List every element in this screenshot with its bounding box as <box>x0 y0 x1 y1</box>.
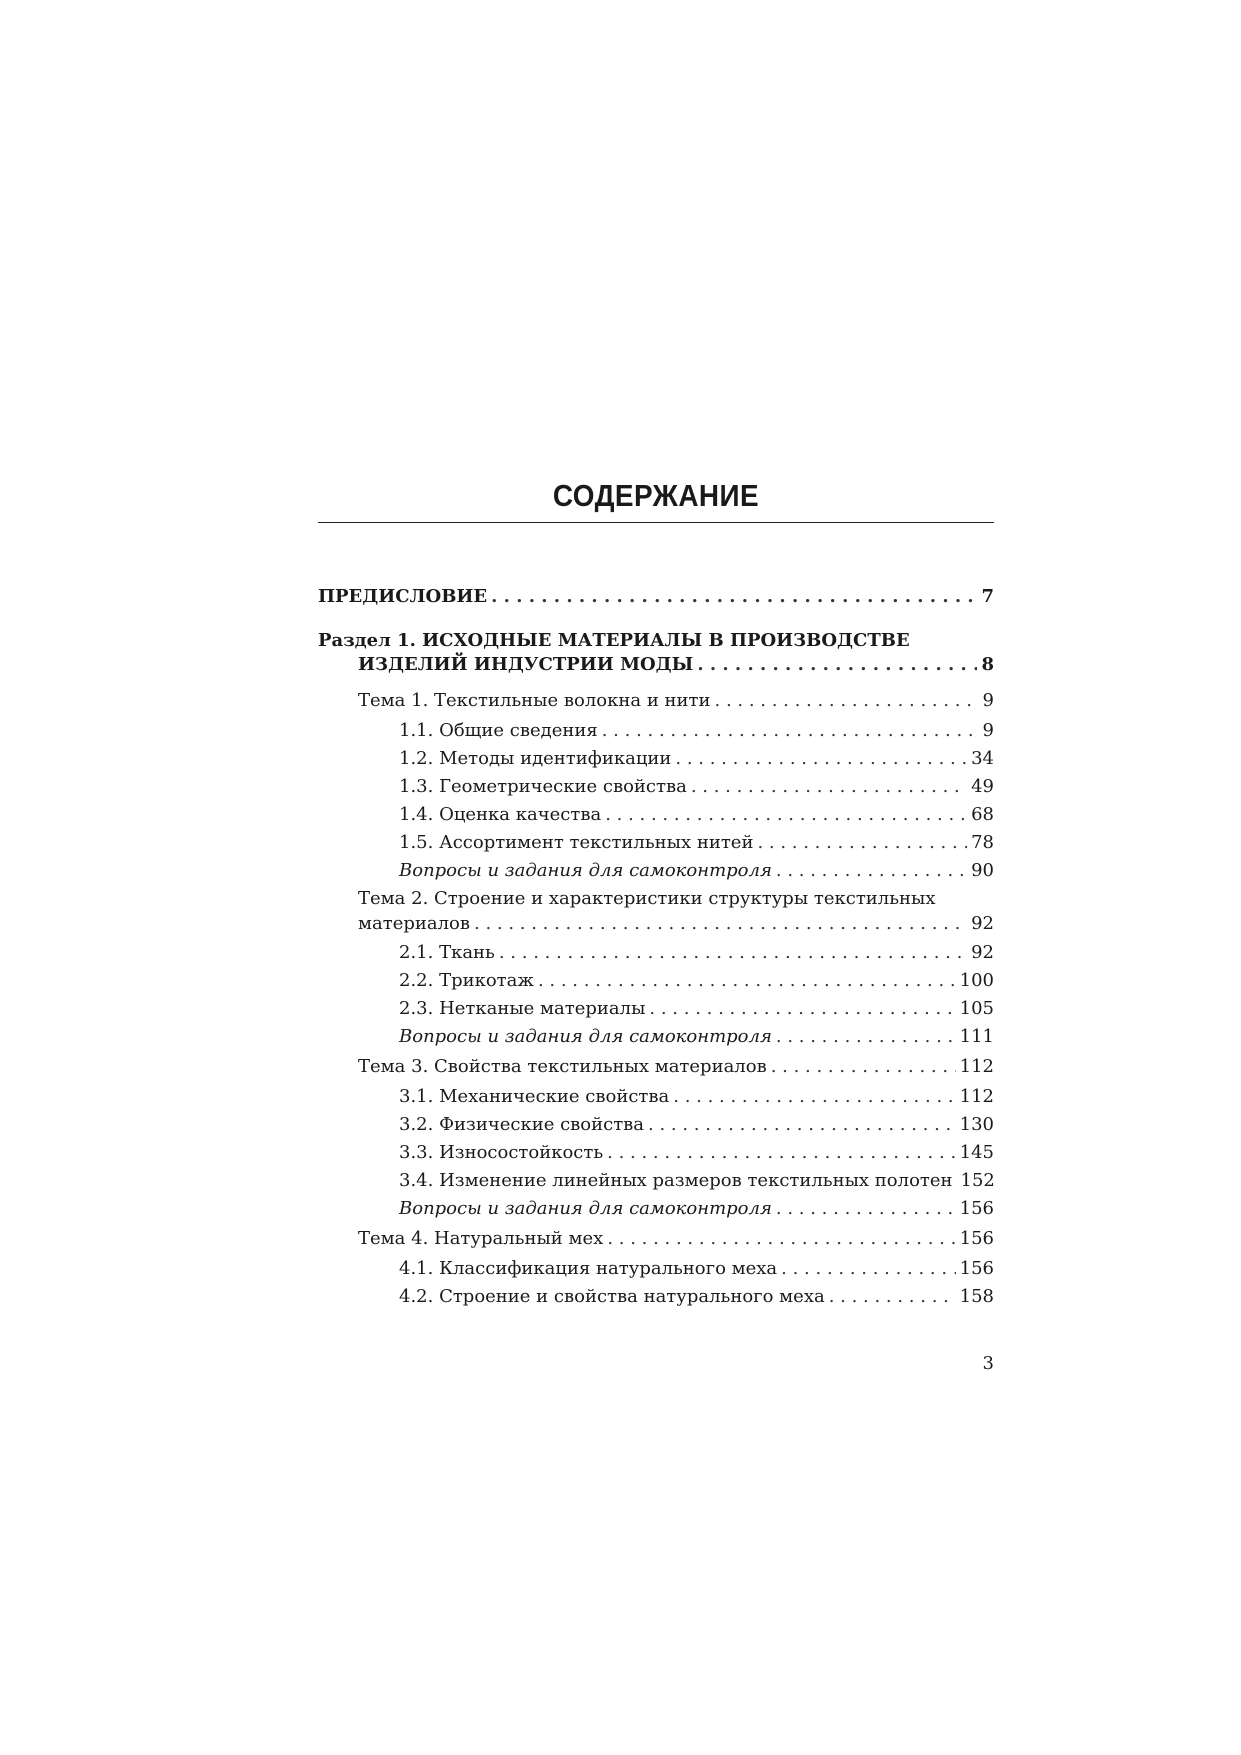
toc-entry-2-1[interactable] <box>318 939 994 967</box>
dot-leader <box>829 1283 956 1311</box>
toc-entry-page: 156 <box>959 1198 994 1219</box>
toc-entry-label: 2.1. Ткань <box>399 939 499 967</box>
toc-entry-1-3[interactable] <box>318 773 994 801</box>
toc-entry-label: 4.1. Классификация натурального меха <box>399 1255 781 1283</box>
toc-entry-1-1[interactable] <box>318 717 994 745</box>
toc-entry-page: 112 <box>959 1056 994 1077</box>
toc-entry-label: 1.3. Геометрические свойства <box>399 773 691 801</box>
dot-leader <box>776 1023 956 1051</box>
toc-entry-label: Тема 4. Натуральный мех <box>358 1225 607 1253</box>
page-title: СОДЕРЖАНИЕ <box>552 478 760 513</box>
toc-entry-label: 3.4. Изменение линейных размеров текстильных полотен <box>399 1167 957 1195</box>
toc-entry-page: 156 <box>959 1228 994 1249</box>
toc-entry-page: 92 <box>971 913 994 934</box>
toc-entry-label: 1.2. Методы идентификации <box>399 745 675 773</box>
toc-entry-page: 100 <box>959 970 994 991</box>
toc-entry-page: 90 <box>971 860 994 881</box>
toc-entry-page: 49 <box>971 776 994 797</box>
toc-entry-page: 34 <box>971 748 994 769</box>
toc-entry-page: 7 <box>981 586 994 607</box>
dot-leader <box>499 939 967 967</box>
toc-entry-topic-1[interactable] <box>318 687 994 715</box>
toc-entry-label: 2.2. Трикотаж <box>399 967 538 995</box>
dot-leader <box>697 653 977 677</box>
toc-entry-page: 158 <box>959 1286 994 1307</box>
toc-entry-1-5[interactable] <box>318 829 994 857</box>
toc-entry-page: 152 <box>960 1170 995 1191</box>
toc-entry-page: 8 <box>981 654 994 675</box>
toc-entry-label: 3.2. Физические свойства <box>399 1111 648 1139</box>
section-title-line-1: Раздел 1. ИСХОДНЫЕ МАТЕРИАЛЫ В ПРОИЗВОДСТВЕ <box>318 630 910 651</box>
toc-entry-page: 68 <box>971 804 994 825</box>
toc-entry-3-4[interactable] <box>318 1167 994 1195</box>
dot-leader <box>781 1255 955 1283</box>
toc-entry-label: 1.5. Ассортимент текстильных нитей <box>399 829 757 857</box>
toc-entry-page: 156 <box>959 1258 994 1279</box>
toc-entry-page: 145 <box>959 1142 994 1163</box>
toc-entry-section-1[interactable] <box>318 629 994 677</box>
toc-entry-3-questions[interactable] <box>318 1195 994 1223</box>
dot-leader <box>771 1053 956 1081</box>
dot-leader <box>538 967 956 995</box>
toc-entry-2-3[interactable] <box>318 995 994 1023</box>
toc-entry-topic-2[interactable] <box>318 887 994 937</box>
toc-entry-1-questions[interactable] <box>318 857 994 885</box>
dot-leader <box>757 829 967 857</box>
toc-entry-3-3[interactable] <box>318 1139 994 1167</box>
toc-entry-label: ПРЕДИСЛОВИЕ <box>318 583 491 611</box>
toc-entry-page: 92 <box>971 942 994 963</box>
toc-entry-preface[interactable] <box>318 583 994 611</box>
toc-entry-3-2[interactable] <box>318 1111 994 1139</box>
dot-leader <box>673 1083 955 1111</box>
toc-entry-page: 105 <box>959 998 994 1019</box>
toc-entry-label: 1.1. Общие сведения <box>399 717 602 745</box>
toc-entry-2-2[interactable] <box>318 967 994 995</box>
toc-entry-label: Вопросы и задания для самоконтроля <box>399 1195 776 1223</box>
toc-entry-label-line-1: Тема 2. Строение и характеристики структуры текстильных <box>358 888 936 909</box>
toc-entry-page: 9 <box>982 720 994 741</box>
toc-entry-label: 3.1. Механические свойства <box>399 1083 673 1111</box>
dot-leader <box>491 583 977 611</box>
toc-entry-page: 112 <box>959 1086 994 1107</box>
toc-entry-4-2[interactable] <box>318 1283 994 1311</box>
toc-entry-label: Вопросы и задания для самоконтроля <box>399 1023 776 1051</box>
table-of-contents <box>318 583 994 1311</box>
toc-entry-label: 3.3. Износостойкость <box>399 1139 607 1167</box>
toc-entry-label: 2.3. Нетканые материалы <box>399 995 649 1023</box>
toc-entry-label: Вопросы и задания для самоконтроля <box>399 857 776 885</box>
dot-leader <box>607 1225 955 1253</box>
toc-entry-page: 78 <box>971 832 994 853</box>
toc-entry-label: 1.4. Оценка качества <box>399 801 605 829</box>
dot-leader <box>691 773 967 801</box>
toc-entry-label: Тема 3. Свойства текстильных материалов <box>358 1053 771 1081</box>
dot-leader <box>605 801 967 829</box>
dot-leader <box>602 717 979 745</box>
toc-entry-page: 9 <box>982 690 994 711</box>
dot-leader <box>474 911 967 937</box>
toc-entry-topic-3[interactable] <box>318 1053 994 1081</box>
toc-entry-topic-4[interactable] <box>318 1225 994 1253</box>
dot-leader <box>776 1195 956 1223</box>
title-divider <box>318 522 994 523</box>
dot-leader <box>607 1139 956 1167</box>
toc-entry-page: 130 <box>959 1114 994 1135</box>
toc-entry-2-questions[interactable] <box>318 1023 994 1051</box>
toc-entry-label-line-2: материалов <box>358 911 474 937</box>
page-number: 3 <box>982 1353 994 1374</box>
toc-entry-1-2[interactable] <box>318 745 994 773</box>
dot-leader <box>648 1111 956 1139</box>
toc-entry-1-4[interactable] <box>318 801 994 829</box>
dot-leader <box>675 745 967 773</box>
toc-entry-label: 4.2. Строение и свойства натурального меха <box>399 1283 829 1311</box>
dot-leader <box>715 687 979 715</box>
toc-entry-page: 111 <box>959 1026 994 1047</box>
dot-leader <box>649 995 955 1023</box>
toc-entry-label: Тема 1. Текстильные волокна и нити <box>358 687 715 715</box>
section-title-line-2: ИЗДЕЛИЙ ИНДУСТРИИ МОДЫ <box>358 653 697 677</box>
toc-entry-3-1[interactable] <box>318 1083 994 1111</box>
dot-leader <box>776 857 967 885</box>
toc-entry-4-1[interactable] <box>318 1255 994 1283</box>
